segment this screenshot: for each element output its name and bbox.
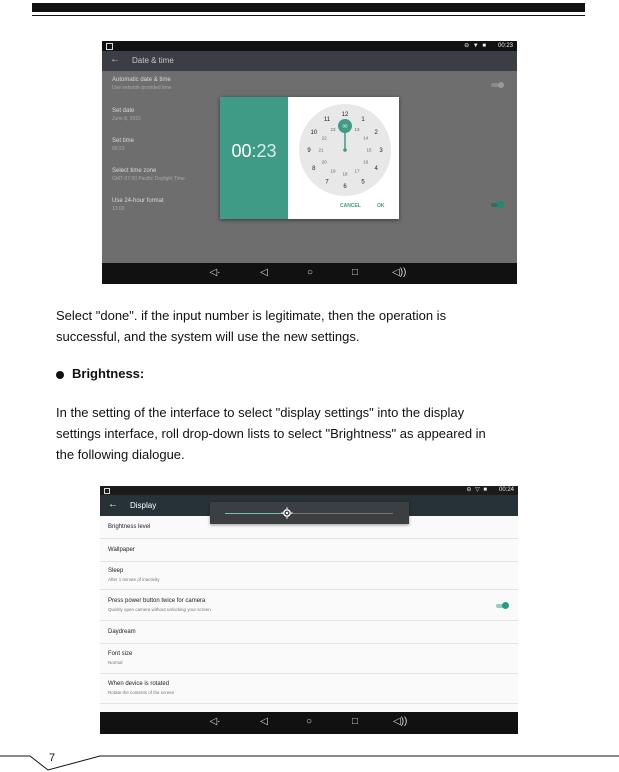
clock-hour-outer[interactable]: 11 [323, 116, 331, 123]
back-arrow-icon[interactable]: ← [110, 54, 120, 65]
clock-hour-outer[interactable]: 12 [341, 112, 349, 119]
brightness-slider-fill [225, 513, 287, 514]
setting-wallpaper[interactable] [100, 539, 518, 562]
clock-hour-inner[interactable]: 15 [366, 147, 372, 153]
setting-label: Press power button twice for camera [108, 598, 206, 604]
clock-hour-outer[interactable]: 8 [312, 166, 316, 173]
page-number: 7 [49, 752, 56, 764]
setting-label: Daydream [108, 629, 136, 635]
setting-summary: After 1 minute of inactivity [108, 577, 160, 582]
setting-set-date[interactable] [112, 107, 141, 123]
power-button-camera-toggle[interactable] [496, 604, 508, 608]
text-line: settings interface, roll drop-down lists to select "Brightness" as appeared in [56, 426, 486, 441]
setting-summary: 00:23 [112, 146, 125, 152]
home-icon[interactable]: ○ [306, 267, 314, 278]
setting-summary: GMT-07:00 Pacific Daylight Time [112, 176, 185, 182]
setting-label: Sleep [108, 568, 124, 574]
back-icon[interactable]: ◁ [260, 267, 268, 278]
clock-hour-outer[interactable]: 4 [374, 166, 378, 173]
setting-label: Use 24-hour format [112, 198, 164, 204]
setting-power-button-camera[interactable] [100, 590, 518, 621]
ok-button[interactable]: OK [377, 203, 385, 209]
setting-font-size[interactable] [100, 644, 518, 674]
brightness-slider[interactable] [225, 513, 393, 514]
text-line: Select "done". if the input number is legitimate, then the operation is [56, 308, 447, 323]
brightness-popup [210, 502, 409, 524]
setting-summary: Rotate the contents of the screen [108, 690, 175, 695]
notification-icon [104, 488, 110, 494]
setting-time-zone[interactable] [112, 167, 185, 183]
setting-24-hour-format[interactable] [112, 197, 164, 213]
status-time: 00:23 [497, 43, 513, 49]
home-icon[interactable]: ○ [305, 716, 313, 727]
recents-icon[interactable]: □ [351, 716, 359, 727]
text-line: the following dialogue. [56, 447, 185, 462]
volume-down-icon[interactable]: ◁· [209, 716, 221, 727]
time-picker-dialog [220, 97, 399, 219]
clock-hour-inner[interactable]: 22 [321, 135, 327, 141]
setting-label: Set time [112, 138, 135, 144]
clock-hour-inner[interactable]: 00 [342, 123, 348, 129]
text-line: successful, and the system will use the new settings. [56, 329, 360, 344]
brightness-thumb-icon[interactable] [281, 507, 293, 519]
footer-rule [0, 748, 619, 772]
screen-title: Date & time [132, 56, 174, 65]
setting-summary: June 8, 2016 [112, 116, 141, 122]
recents-icon[interactable]: □ [351, 267, 359, 278]
clock-hour-inner[interactable]: 21 [318, 147, 324, 153]
clock-hour-outer[interactable]: 10 [310, 130, 318, 137]
setting-summary: Use network-provided time [112, 85, 172, 91]
date-time-screenshot [102, 41, 517, 284]
clock-center [343, 148, 347, 152]
setting-summary: Normal [108, 660, 123, 665]
screen-title: Display [130, 501, 157, 510]
setting-daydream[interactable] [100, 621, 518, 644]
bullet-icon [56, 371, 64, 379]
header-rule [32, 15, 585, 16]
back-arrow-icon[interactable]: ← [108, 499, 118, 510]
automatic-date-time-toggle[interactable] [491, 83, 503, 87]
volume-up-icon[interactable]: ◁)) [392, 267, 407, 278]
setting-device-rotation[interactable] [100, 674, 518, 704]
clock-hour-inner[interactable]: 19 [330, 168, 336, 174]
setting-label: When device is rotated [108, 681, 170, 687]
display-screenshot [100, 486, 518, 734]
text-line: In the setting of the interface to select "display settings" into the display [56, 405, 465, 420]
clock-hour-outer[interactable]: 3 [379, 148, 383, 155]
instruction-paragraph-2 [56, 402, 486, 465]
volume-up-icon[interactable]: ◁)) [393, 716, 408, 727]
clock-hour-outer[interactable]: 2 [374, 130, 378, 137]
status-bar [102, 41, 517, 51]
section-heading: Brightness: [72, 366, 145, 381]
setting-label: Set date [112, 108, 135, 114]
back-icon[interactable]: ◁ [260, 716, 268, 727]
time-separator: : [251, 141, 257, 161]
navigation-bar [100, 712, 518, 734]
cancel-button[interactable]: CANCEL [340, 203, 361, 209]
header-bar [32, 3, 585, 12]
setting-label: Automatic date & time [112, 77, 171, 83]
setting-label: Font size [108, 651, 133, 657]
clock-hour-outer[interactable]: 5 [361, 179, 365, 186]
navigation-bar [102, 263, 517, 284]
minute-display[interactable]: 23 [256, 141, 277, 161]
setting-label: Wallpaper [108, 547, 135, 553]
setting-set-time[interactable] [112, 137, 134, 153]
clock-hour-outer[interactable]: 6 [343, 184, 347, 191]
clock-hour-outer[interactable]: 9 [307, 148, 311, 155]
setting-sleep[interactable] [100, 562, 518, 590]
setting-label: Brightness level [108, 524, 151, 530]
status-bar [100, 486, 518, 495]
app-bar [102, 51, 517, 71]
clock-hour-outer[interactable]: 7 [325, 179, 329, 186]
clock-hour-outer[interactable]: 1 [361, 116, 365, 123]
clock-hour-inner[interactable]: 23 [330, 126, 336, 132]
clock-hour-inner[interactable]: 14 [363, 135, 369, 141]
setting-summary: 13:00 [112, 206, 125, 212]
24-hour-format-toggle[interactable] [491, 203, 503, 207]
clock-hour-inner[interactable]: 16 [363, 159, 369, 165]
instruction-paragraph-1 [56, 305, 446, 347]
notification-icon [106, 43, 113, 50]
clock-hour-inner[interactable]: 18 [342, 171, 348, 177]
clock-face[interactable] [297, 102, 393, 198]
volume-down-icon[interactable]: ◁· [209, 267, 221, 278]
status-icons: ⊖ ▼ ■ [464, 43, 487, 49]
status-time: 00:24 [498, 487, 514, 493]
setting-summary: Quickly open camera without unlocking your screen [108, 607, 211, 612]
time-display [220, 141, 288, 162]
hour-display[interactable]: 00 [231, 141, 252, 161]
clock-hour-inner[interactable]: 20 [321, 159, 327, 165]
setting-label: Select time zone [112, 168, 157, 174]
clock-hour-inner[interactable]: 17 [354, 168, 360, 174]
clock-hour-inner[interactable]: 13 [354, 126, 360, 132]
status-icons: ⊖ ▽ ■ [466, 487, 488, 493]
time-picker-header [220, 97, 288, 219]
setting-automatic-date-time[interactable] [112, 76, 171, 92]
